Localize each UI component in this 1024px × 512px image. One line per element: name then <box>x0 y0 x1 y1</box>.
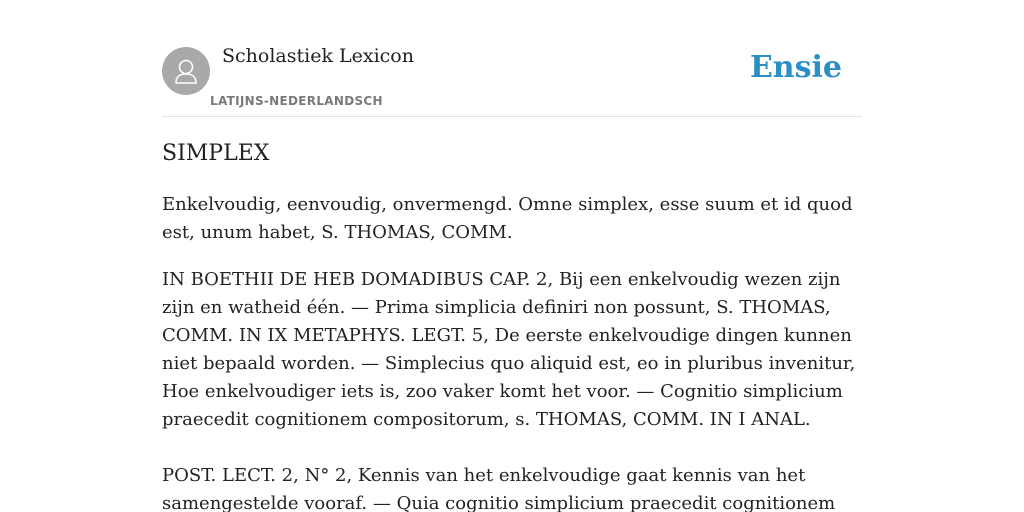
entry-headword: SIMPLEX <box>162 141 270 166</box>
lexicon-subtitle: LATIJNS-NEDERLANDSCH <box>210 94 383 108</box>
brand-logo[interactable]: Ensie <box>749 50 842 85</box>
entry-content <box>162 138 862 512</box>
lexicon-title[interactable]: Scholastiek Lexicon <box>222 45 414 67</box>
entry-paragraph: IN BOETHII DE HEB DOMADIBUS CAP. 2, Bij een enkelvoudig wezen zijn zijn en watheid één. — Prima simplicia definiri non possunt, S. THOMAS, COMM. IN IX METAPHYS. LEGT. 5, De eerste enkelvoudige dingen kunnen niet bepaald worden. — Simplecius quo aliquid est, eo in pluribus invenitur, Hoe enkelvoudiger iets is, zoo vaker komt het voor. — Cognitio simplicium praecedit cognitionem compositorum, s. THOMAS, COMM. IN I ANAL. POST. LECT. 2, N° 2, Kennis van het enkelvoudige gaat kennis van het samengestelde vooraf. — Quia cognitio simplicium praecedit cognitionem <box>162 269 856 512</box>
header <box>162 0 862 117</box>
entry-paragraph: Enkelvoudig, eenvoudig, onvermengd. Omne simplex, esse suum et id quod est, unum habet, S. THOMAS, COMM. <box>162 194 853 243</box>
avatar[interactable] <box>162 47 210 95</box>
user-icon <box>162 47 210 95</box>
